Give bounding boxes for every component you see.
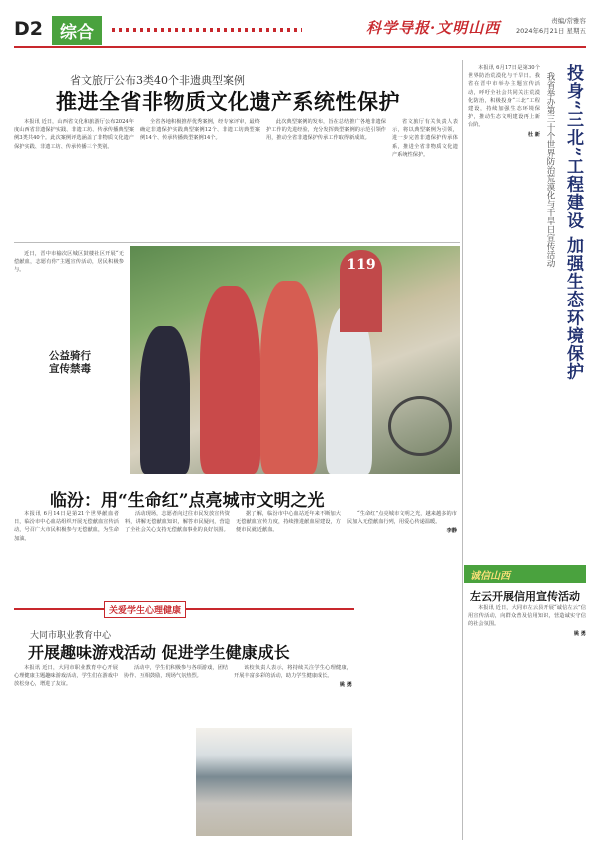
article2-col4: “生命红”点亮城市文明之光，越来越多的市民加入无偿献血行列，用爱心传递温暖。 李静 bbox=[347, 511, 457, 535]
photo-students-game bbox=[196, 728, 352, 836]
page-number: D2 bbox=[14, 18, 43, 40]
right-news-title: 左云开展信用宣传活动 bbox=[470, 590, 580, 603]
photo1-caption bbox=[14, 350, 126, 378]
section-banner bbox=[14, 600, 354, 618]
right-news-banner bbox=[464, 565, 586, 583]
issue-date: 2024年6月21日 星期五 bbox=[515, 27, 586, 35]
article3-col3: 该校负责人表示，将持续关注学生心理健康，开展丰富多彩的活动，助力学生健康成长。 姚 勇 bbox=[234, 665, 352, 689]
right-feature-col-a: 本报讯 6月17日是第30个世界防治荒漠化与干旱日。我省在晋中市举办主题宣传活动，呼吁全社会共同关注荒漠化防治，积极投身“三北”工程建设，持续加强生态环境保护，推动生态文明建设再上新台阶。 杜 新 bbox=[468, 65, 540, 138]
photo1-caption-title: 公益骑行 宣传禁毒 bbox=[49, 350, 91, 375]
article2-col2: 活动现场，志愿者向过往市民发放宣传资料，讲解无偿献血知识，解答市民疑问，营造了全社会关心支持无偿献血事业的良好氛围。 bbox=[125, 511, 230, 534]
article3-pre-title: 大同市职业教育中心 bbox=[30, 631, 112, 641]
article1-col1: 本报讯 近日，山西省文化和旅游厅公布2024年度山西省非遗保护实践、非遗工坊、传承传播典型案例3类共40个。此次案例评选涵盖了非物质文化遗产保护实践、非遗工坊、传承传播三个类别。 bbox=[14, 119, 134, 150]
article2-col3: 据了解，临汾市中心血站近年来不断加大无偿献血宣传力度，持续推进献血屋建设，方便市民就近献血。 bbox=[236, 511, 341, 534]
article1-col2: 全省各地积极推荐优秀案例，经专家评审，最终确定非遗保护实践典型案例12个、非遗工坊典型案例14个、传承传播典型案例14个。 bbox=[140, 119, 260, 142]
article3-col2: 活动中，学生们积极参与各项游戏，团结协作、互相鼓励，现场气氛热烈。 bbox=[124, 665, 228, 680]
divider bbox=[14, 242, 460, 243]
header-decoration bbox=[112, 28, 302, 32]
photo-bicycle bbox=[388, 396, 452, 456]
photo-person bbox=[140, 326, 190, 474]
right-news-banner-left: 诚信山西 bbox=[470, 571, 510, 582]
column-divider bbox=[462, 60, 463, 840]
article2-col1: 本报讯 6月14日是第21个世界献血者日，临汾市中心血站组织开展无偿献血宣传活动，号召广大市民积极参与无偿献血，为生命加油。 bbox=[14, 511, 119, 542]
photo-person bbox=[260, 281, 318, 474]
photo-sign: 119 bbox=[340, 250, 382, 332]
article1-pre-title: 省文旅厅公布3类40个非遗典型案例 bbox=[70, 74, 245, 87]
section-banner-label: 关爱学生心理健康 bbox=[104, 601, 186, 618]
article1-title: 推进全省非物质文化遗产系统性保护 bbox=[56, 89, 400, 114]
photo-blood-donation bbox=[130, 246, 460, 474]
article1-col3: 此次典型案例的发布，旨在总结推广各地非遗保护工作的先进经验，充分发挥典型案例的示范引领作用，推动全省非遗保护传承工作取得新成效。 bbox=[266, 119, 386, 142]
section-tab: 综合 bbox=[52, 16, 102, 45]
right-feature-subtitle: 我省举办第三十个世界防治荒漠化与干旱日宣传活动 bbox=[545, 72, 555, 268]
article3-title: 开展趣味游戏活动 促进学生健康成长 bbox=[28, 643, 290, 662]
masthead: 科学导报·文明山西 bbox=[366, 19, 501, 37]
right-news-col: 本报讯 近日，大同市左云县开展“诚信左云”信用宣传活动，向群众普及信用知识，营造诚实守信的社会氛围。 姚 勇 bbox=[468, 605, 586, 637]
page-header bbox=[14, 14, 586, 48]
photo1-caption-body: 近日，晋中市榆次区城区鼓楼社区开展“无偿献血，志愿有你”主题宣传活动，居民积极参与。 bbox=[14, 251, 124, 274]
photo-person bbox=[200, 286, 260, 474]
article3-col1: 本报讯 近日，大同市职业教育中心开展心理健康主题趣味游戏活动，学生们在游戏中放松身心，增进了友谊。 bbox=[14, 665, 118, 688]
article1-col4: 省文旅厅有关负责人表示，将以典型案例为引领，进一步完善非遗保护传承体系，推进全省非物质文化遗产系统性保护。 bbox=[392, 119, 458, 158]
article2-title: 临汾：用“生命红”点亮城市文明之光 bbox=[50, 491, 325, 511]
editor-credit: 责编/常雅容 bbox=[551, 17, 586, 25]
right-feature-title: 投身“三北”工程建设 加强生态环境保护 bbox=[563, 64, 583, 381]
header-meta bbox=[516, 16, 586, 36]
